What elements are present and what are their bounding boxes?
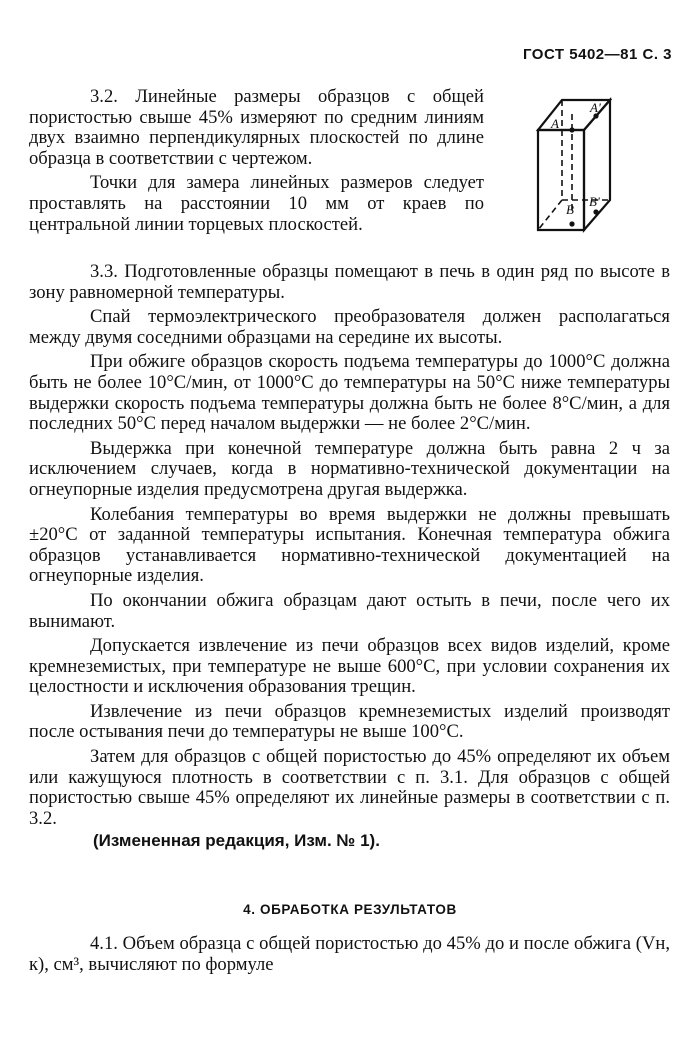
clause-3-2 — [29, 87, 670, 239]
clause-3-3 — [29, 262, 670, 851]
paragraph-4-1: 4.1. Объем образца с общей пористостью до 45% до и после обжига (Vн, к), см³, вычисляют по формуле — [29, 933, 670, 975]
paragraph-measure-points: Точки для замера линейных размеров следует проставлять на расстоянии 10 мм от краев по центральной линии торцевых плоскостей. — [29, 172, 484, 235]
paragraph-3-2: 3.2. Линейные размеры образцов с общей пористостью свыше 45% измеряют по средним линиям двух взаимно перпендикулярных плоскостей по длине образца в соответствии с чертежом. — [29, 86, 484, 169]
paragraph-3-3: 3.3. Подготовленные образцы помещают в печь в один ряд по высоте в зону равномерной температуры. — [29, 261, 670, 303]
label-a: A — [551, 116, 559, 131]
paragraph-determination: Затем для образцов с общей пористостью до 45% определяют их объем или кажущуюся плотность в соответствии с п. 3.1. Для образцов с общей пористостью свыше 45% определяют их линейные размеры в соответствии с п. 3.2. — [29, 746, 670, 829]
paragraph-temperature-fluctuation: Колебания температуры во время выдержки не должны превышать ±20°С от заданной температуры испытания. Конечная температура обжига образцов устанавливается нормативно-технической документацией на огнеупорные изделия. — [29, 503, 670, 587]
paragraph-extraction-600: Допускается извлечение из печи образцов всех видов изделий, кроме кремнеземистых, при температуре не выше 600°С, при условии сохранения их целостности и исключения образования трещин. — [29, 635, 670, 698]
paragraph-extraction-silica: Извлечение из печи образцов кремнеземистых изделий производят после остывания печи до температуры не выше 100°С. — [29, 700, 670, 743]
paragraph-holding-time: Выдержка при конечной температуре должна быть равна 2 ч за исключением случаев, когда в нормативно-технической документации на огнеупорные изделия предусмотрена другая выдержка. — [29, 437, 670, 500]
clause-4-1 — [29, 934, 670, 975]
label-a-prime: A' — [590, 100, 601, 115]
label-b: B — [566, 202, 574, 217]
section-title: 4. ОБРАБОТКА РЕЗУЛЬТАТОВ — [243, 902, 457, 917]
paragraph-cooling: По окончании обжига образцам дают остыть в печи, после чего их вынимают. — [29, 589, 670, 632]
amendment-note: (Измененная редакция, Изм. № 1). — [93, 831, 380, 851]
label-b-prime: B' — [589, 194, 600, 209]
page-header: ГОСТ 5402—81 С. 3 — [523, 46, 672, 63]
paragraph-thermocouple: Спай термоэлектрического преобразователя должен располагаться между двумя соседними образцами на середине их высоты. — [29, 306, 670, 348]
paragraph-heating-rate: При обжиге образцов скорость подъема температуры до 1000°С должна быть не более 10°С/мин, от 1000°С до температуры на 50°С ниже температуры выдержки скорость подъема температуры должна быть не более 8°С/мин, а для последних 50°С перед началом выдержки — не более 2°С/мин. — [29, 351, 670, 435]
